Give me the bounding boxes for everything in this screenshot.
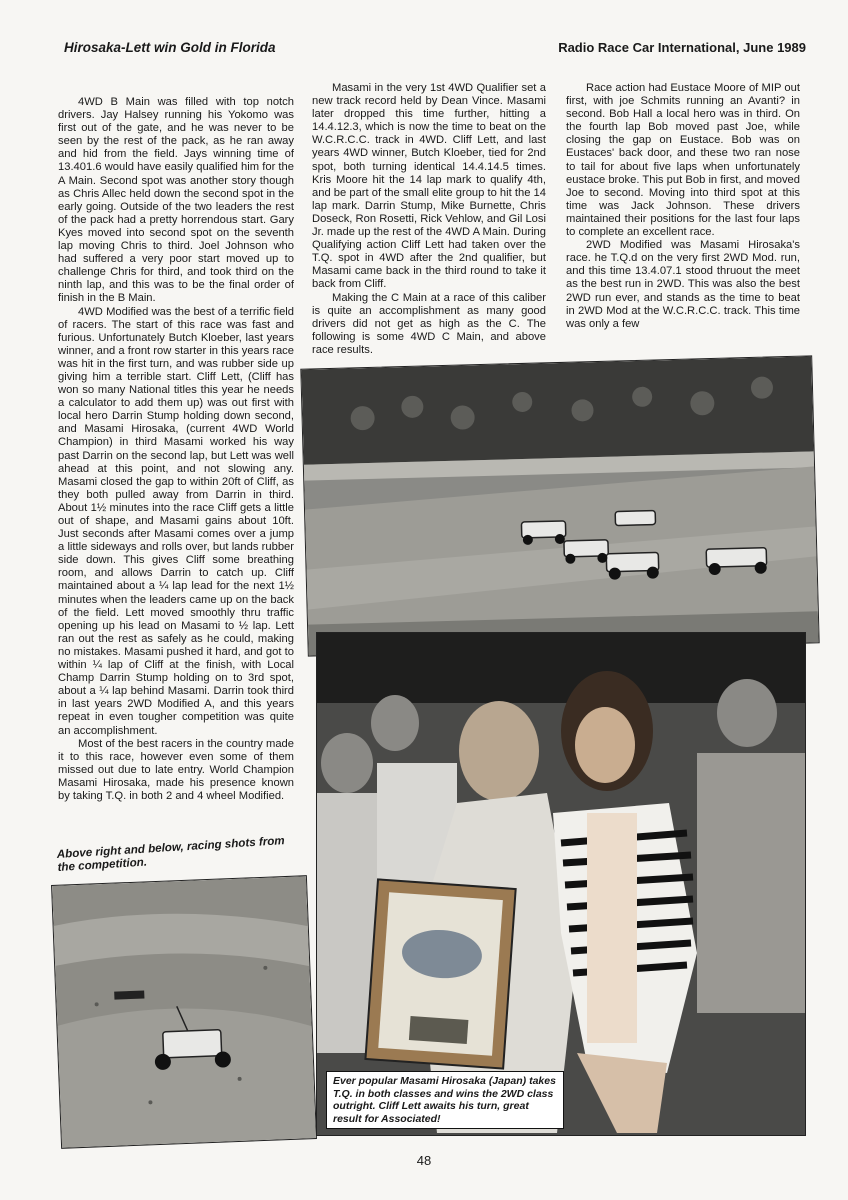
masami-hirosaka-photo (316, 632, 806, 1136)
article-column-1 (58, 96, 294, 803)
racing-shot-photo (51, 875, 317, 1149)
paragraph: 4WD B Main was filled with top notch drivers. Jay Halsey running his Yokomo was first out of the gate, and he was never to be seen by the rest of the pack, as he ran away and hid from the field. Jays winning time of 13.401.6 would have easily qualified him for the A Main. Second spot was another story though as Chris Allec held down the second spot in the early going. Outside of the two leaders the rest of the pack had a pretty horrendous start. Gary Kyes moved into second spot on the seventh lap moving Chris to third. Joel Johnson who had suffered a very poor start moved up to challenge Chris for third, and took third on the ninth lap, and this was to be the final order of finish in the B Main. (58, 96, 294, 305)
paragraph: Masami in the very 1st 4WD Qualifier set a new track record held by Dean Vince. Masami later dropped this time further, hitting a 14.4.12.3, which is now the time to beat on the W.C.R.C.C. track in 4WD. Cliff Lett, and last years 4WD winner, Butch Kloeber, tied for 2nd spot, both turning identical 14.4.14.5 times. Kris Moore hit the 14 lap mark to qualify 4th, and be part of the small elite group to hit the 14 lap mark. Darrin Stump, Mike Burnette, Chris Doseck, Ron Rosetti, Rick Vehlow, and Gil Losi Jr. made up the rest of the 4WD A Main. During Qualifying action Cliff Lett had taken over the T.Q. spot in 4WD after the 2nd qualifier, but Masami came back in the third round to take it back from Cliff. (312, 82, 546, 291)
paragraph: Making the C Main at a race of this caliber is quite an accomplishment as many good drivers did not get as high as the C. The following is some 4WD C Main, and above race results. (312, 291, 546, 356)
race-track-photo (300, 355, 819, 656)
running-header-title: Hirosaka-Lett win Gold in Florida (64, 40, 276, 55)
paragraph: Most of the best racers in the country made it to this race, however even some of them missed out due to late entry. World Champion Masami Hirosaka, made his presence known by taking T.Q. in both 2 and 4 wheel Modified. (58, 737, 294, 802)
paragraph: Race action had Eustace Moore of MIP out first, with joe Schmits running an Avanti? in second. Bob Hall a local hero was in third. On the fourth lap Bob moved past Joe, while closing the gap on Eustace. Bob was on Eustaces' back door, and these two ran nose to tail for about five laps when unfortunately eustace broke. This put Bob in first, and moved Joe to second. Moving into third spot at this time was Jack Johnson. These drivers maintained their positions for the last four laps to complete an excellent race. (566, 82, 800, 239)
paragraph: 2WD Modified was Masami Hirosaka's race. he T.Q.d on the very first 2WD Mod. run, and this time 13.4.07.1 stood thruout the meet as the best run in 2WD. This was also the best 2WD run ever, and stands as the time to beat in 2WD Mod at the W.C.R.C.C. track. This time was only a few (566, 239, 800, 330)
running-header-magazine: Radio Race Car International, June 1989 (558, 40, 806, 55)
page-number: 48 (416, 1153, 432, 1168)
article-column-2 (312, 82, 546, 357)
paragraph: 4WD Modified was the best of a terrific field of racers. The start of this race was fast and furious. Unfortunately Butch Kloeber, last years winner, and a front row starter in this years race was hit in the first turn, and was rubber side up giving him a terrible start. Cliff Lett, (Cliff has won so many National titles this year he needs a calculator to add them up) was out first with local hero Darrin Stump holding down second, and Masami Hirosaka, (current 4WD World Champion) in third Masami worked his way past Darrin on the second lap, but Lett was well ahead at this point, and not slowing any. Masami closed the gap to within 20ft of Cliff, as they both pulled away from Darrin in third. About 1½ minutes into the race Cliff gets a little out of shape, and Masami gains about 10ft. Just seconds after Masami comes over a jump a little sideways and rolls over, but lands rubber side down. This gives Cliff some breathing room, and allows Darrin to catch up. Cliff maintained about a ¼ lap lead for the next 1½ minutes when the leaders came up on the back of the field. Lett moved smoothly thru traffic opening up his lead on Masami to ½ lap. Lett ran out the rest as safely as he could, making no mistakes. Masami pushed it hard, and got to within ¼ lap of Cliff at the finish, with Local Champ Darrin Stump holding on to 3rd spot, about a ¼ lap behind Masami. Darrin took third in last years 2WD Modified A, and this years repeat in even tougher competition was quite an accomplishment. (58, 305, 294, 737)
masami-photo-caption: Ever popular Masami Hirosaka (Japan) takes T.Q. in both classes and wins the 2WD class outright. Cliff Lett awaits his turn, great result for Associated! (326, 1071, 564, 1129)
article-column-3 (566, 82, 800, 331)
racing-photo-caption: Above right and below, racing shots from the competition. (56, 834, 286, 874)
